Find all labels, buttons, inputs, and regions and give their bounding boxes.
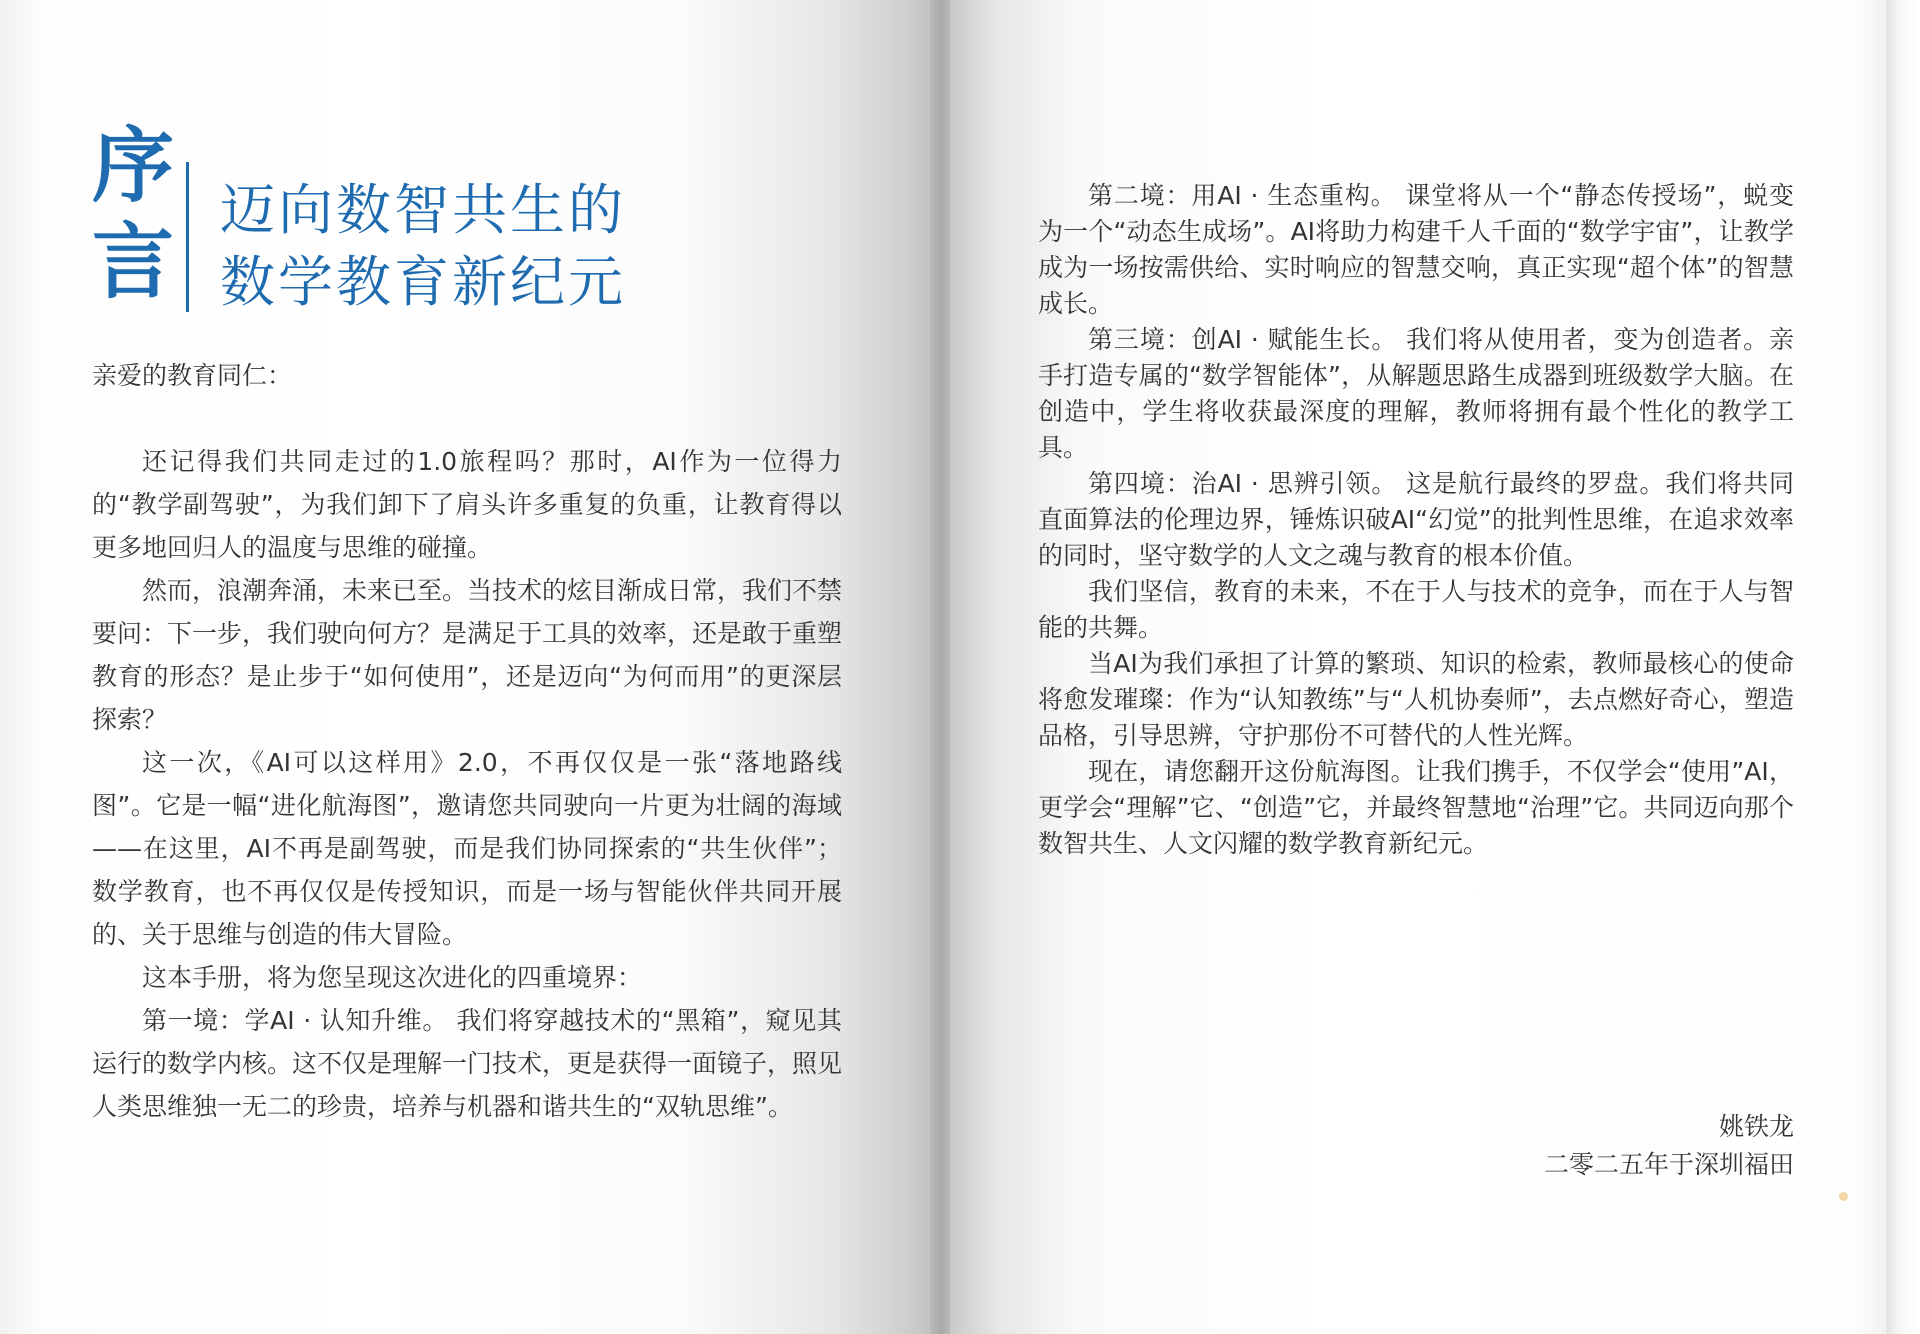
paragraph: 现在，请您翻开这份航海图。让我们携手，不仅学会“使用”AI，更学会“理解”它、“创造”它，并最终智慧地“治理”它。共同迈向那个数智共生、人文闪耀的数学教育新纪元。 (1038, 757, 1794, 858)
signature-date-place: 二零二五年于深圳福田 (1543, 1150, 1794, 1179)
subtitle-line: 迈向数智共生的 (220, 178, 627, 242)
right-column-text (1038, 178, 1794, 862)
page-edge (1886, 0, 1920, 1334)
title-divider (186, 162, 189, 312)
paragraph: 第三境：创AI · 赋能生长。 我们将从使用者，变为创造者。亲手打造专属的“数学智能体”，从解题思路生成器到班级数学大脑。在创造中，学生将收获最深度的理解，教师将拥有最个性化的教学工具。 (1038, 325, 1794, 462)
paragraph: 然而，浪潮奔涌，未来已至。当技术的炫目渐成日常，我们不禁要问：下一步，我们驶向何方？是满足于工具的效率，还是敢于重塑教育的形态？是止步于“如何使用”，还是迈向“为何而用”的更深层探索？ (92, 576, 843, 734)
decorative-dot (1839, 1192, 1848, 1201)
paragraph: 第一境：学AI · 认知升维。 我们将穿越技术的“黑箱”，窥见其运行的数学内核。这不仅是理解一门技术，更是获得一面镜子，照见人类思维独一无二的珍贵，培养与机器和谐共生的“双轨思维”。 (92, 1006, 843, 1121)
signature-block (1500, 1108, 1794, 1184)
paragraph: 还记得我们共同走过的1.0旅程吗？那时，AI作为一位得力的“教学副驾驶”，为我们卸下了肩头许多重复的负重，让教育得以更多地回归人的温度与思维的碰撞。 (92, 447, 842, 562)
paragraph: 第二境：用AI · 生态重构。 课堂将从一个“静态传授场”，蜕变为一个“动态生成场”。AI将助力构建千人千面的“数学宇宙”，让教学成为一场按需供给、实时响应的智慧交响，真正实现“超个体”的智慧成长。 (1038, 181, 1794, 318)
paragraph: 这一次，《AI可以这样用》2.0，不再仅仅是一张“落地路线图”。它是一幅“进化航海图”，邀请您共同驶向一片更为壮阔的海域——在这里，AI不再是副驾驶，而是我们协同探索的“共生伙伴”；数学教育，也不再仅仅是传授知识，而是一场与智能伙伴共同开展的、关于思维与创造的伟大冒险。 (92, 748, 842, 949)
preface-subtitle (220, 174, 740, 318)
preface-heading-char: 言 (92, 214, 175, 310)
paragraph: 我们坚信，教育的未来，不在于人与技术的竞争，而在于人与智能的共舞。 (1038, 577, 1794, 642)
paragraph: 当AI为我们承担了计算的繁琐、知识的检索，教师最核心的使命将愈发璀璨：作为“认知教练”与“人机协奏师”，去点燃好奇心，塑造品格，引导思辨，守护那份不可替代的人性光辉。 (1038, 649, 1794, 750)
preface-heading-char: 序 (92, 118, 175, 214)
paragraph: 这本手册，将为您呈现这次进化的四重境界： (142, 963, 643, 992)
preface-heading (92, 118, 178, 310)
left-column-text (92, 354, 842, 1128)
subtitle-line: 数学教育新纪元 (220, 250, 627, 314)
paragraph: 第四境：治AI · 思辨引领。 这是航行最终的罗盘。我们将共同直面算法的伦理边界，锤炼识破AI“幻觉”的批判性思维，在追求效率的同时，坚守数学的人文之魂与教育的根本价值。 (1038, 469, 1794, 570)
author-name: 姚铁龙 (1718, 1112, 1794, 1141)
preface-title (92, 118, 732, 318)
salutation: 亲爱的教育同仁： (92, 361, 293, 390)
